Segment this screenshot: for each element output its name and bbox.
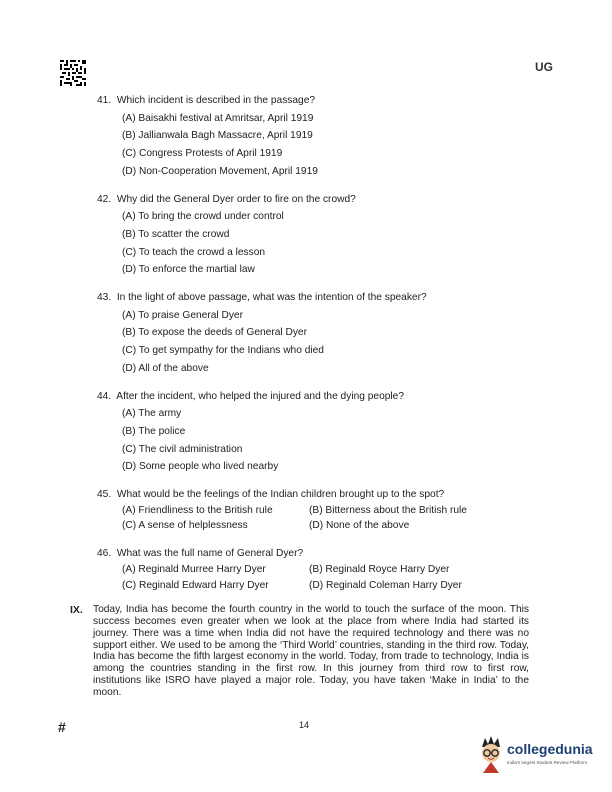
question-44 — [97, 391, 404, 403]
option: (D) To enforce the martial law — [122, 264, 255, 275]
option: (B) To expose the deeds of General Dyer — [122, 327, 307, 338]
option: (C) The civil administration — [122, 444, 243, 455]
option: (C) To teach the crowd a lesson — [122, 247, 266, 258]
option: (B) Jallianwala Bagh Massacre, April 1919 — [122, 130, 313, 141]
option: (D) Non-Cooperation Movement, April 1919 — [122, 166, 318, 177]
page-number: 14 — [299, 720, 310, 730]
question-43 — [97, 292, 427, 304]
question-number: 45. — [97, 489, 112, 500]
option: (D) All of the above — [122, 363, 209, 374]
option: (A) To praise General Dyer — [122, 310, 243, 321]
passage-paragraph: Today, India has become the fourth country in the world to touch the surface of the moon. This success becomes even greater when we look at the place from where India had started its journey. There was a time when India did not have the required technology and there was no support either. We used to be among the ‘Third World’ countries, standing in the third row. Today, India has become the fifth largest economy in the world. Today, from trade to technology, India is among the countries standing in the first row. In this journey from third row to first row, institutions like ISRO have played a major role. Today, you have taken ‘Make in India’ to the moon. — [93, 604, 529, 698]
section-label: IX. — [70, 604, 83, 616]
question-42 — [97, 194, 356, 206]
question-46 — [97, 548, 303, 560]
question-text: What was the full name of General Dyer? — [116, 548, 304, 559]
option: (A) Reginald Murree Harry Dyer — [122, 564, 266, 575]
paper-code: UG — [535, 60, 553, 74]
option: (D) Some people who lived nearby — [122, 461, 279, 472]
question-number: 41. — [97, 95, 112, 106]
question-45 — [97, 489, 444, 501]
option: (B) The police — [122, 426, 186, 437]
mascot-icon — [477, 735, 505, 775]
qr-code-icon — [60, 60, 86, 86]
option: (B) Bitterness about the British rule — [309, 505, 467, 516]
question-number: 43. — [97, 292, 112, 303]
question-text: What would be the feelings of the Indian children brought up to the spot? — [116, 489, 445, 500]
question-text: Which incident is described in the passage? — [116, 95, 316, 106]
option: (A) The army — [122, 408, 182, 419]
option: (A) Friendliness to the British rule — [122, 505, 273, 516]
question-number: 46. — [97, 548, 112, 559]
option: (B) Reginald Royce Harry Dyer — [309, 564, 450, 575]
question-number: 42. — [97, 194, 112, 205]
option: (B) To scatter the crowd — [122, 229, 230, 240]
logo-tagline: India's largest Student Review Platform — [507, 760, 588, 765]
option: (C) Congress Protests of April 1919 — [122, 148, 283, 159]
question-text: Why did the General Dyer order to fire on the crowd? — [116, 194, 356, 205]
option: (C) Reginald Edward Harry Dyer — [122, 580, 269, 591]
question-41 — [97, 95, 315, 107]
option: (A) To bring the crowd under control — [122, 211, 284, 222]
option: (D) None of the above — [309, 520, 410, 531]
footer-hash: # — [58, 719, 66, 735]
option: (C) A sense of helplessness — [122, 520, 248, 531]
option: (C) To get sympathy for the Indians who died — [122, 345, 324, 356]
question-text: After the incident, who helped the injured and the dying people? — [116, 391, 405, 402]
option: (D) Reginald Coleman Harry Dyer — [309, 580, 462, 591]
option: (A) Baisakhi festival at Amritsar, April 1919 — [122, 113, 314, 124]
collegedunia-logo[interactable] — [477, 735, 597, 775]
logo-name: collegedunia — [507, 741, 593, 757]
question-text: In the light of above passage, what was the intention of the speaker? — [116, 292, 427, 303]
question-number: 44. — [97, 391, 112, 402]
